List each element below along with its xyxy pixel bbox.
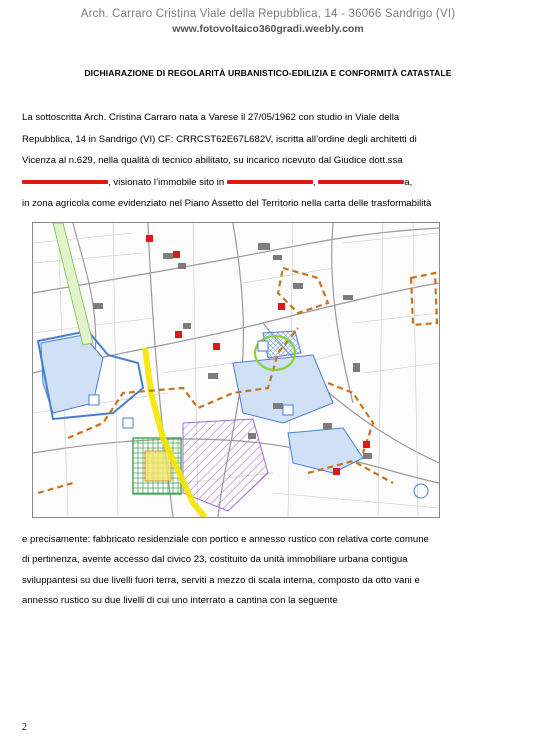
paragraph-line: La sottoscritta Arch. Cristina Carraro nata a Varese il 27/05/1962 con studio in Viale della xyxy=(22,112,400,123)
paragraph-fragment: , xyxy=(312,176,316,188)
paragraph-line: in zona agricola come evidenziato nel Piano Assetto del Territorio nella carta delle trasformabilità xyxy=(22,198,432,209)
page-number: 2 xyxy=(22,722,27,733)
paragraph-line: sviluppantesi su due livelli fuori terra, serviti a mezzo di scala interna, composto da otto vani e xyxy=(22,574,420,586)
description-paragraph xyxy=(22,530,522,611)
map-orange-square xyxy=(145,451,171,481)
paragraph-line: di pertinenza, avente accesso dal civico 23, costituito da unità immobiliare urbana contigua xyxy=(22,554,408,566)
letterhead-address: Arch. Carraro Cristina Viale della Repubblica, 14 - 36066 Sandrigo (VI) xyxy=(80,8,456,20)
letterhead-website[interactable]: www.fotovoltaico360gradi.weebly.com xyxy=(172,23,364,35)
paragraph-line: Vicenza al n.629, nella qualità di tecnico abilitato, su incarico ricevuto dal Giudice dott.ssa xyxy=(22,155,403,166)
paragraph-line: Repubblica, 14 in Sandrigo (VI) CF: CRRCST62E67L682V, iscritta all’ordine degli architetti di xyxy=(22,133,417,145)
document-title: DICHIARAZIONE DI REGOLARITÀ URBANISTICO-EDILIZIA E CONFORMITÀ CATASTALE xyxy=(84,68,452,78)
redaction-mark xyxy=(227,180,313,184)
paragraph-fragment: a, xyxy=(404,176,413,188)
paragraph-fragment: , visionato l’immobile sito in xyxy=(108,176,225,188)
paragraph-line: annesso rustico su due livelli di cui uno interrato a cantina con la seguente xyxy=(22,594,338,606)
redaction-mark xyxy=(22,180,108,184)
paragraph-line: e precisamente: fabbricato residenziale con portico e annesso rustico con relativa corte comune xyxy=(22,534,429,545)
redaction-mark xyxy=(318,180,404,184)
paragraph-line-redacted xyxy=(22,172,522,194)
land-use-map xyxy=(32,222,440,518)
intro-paragraph xyxy=(22,107,522,215)
